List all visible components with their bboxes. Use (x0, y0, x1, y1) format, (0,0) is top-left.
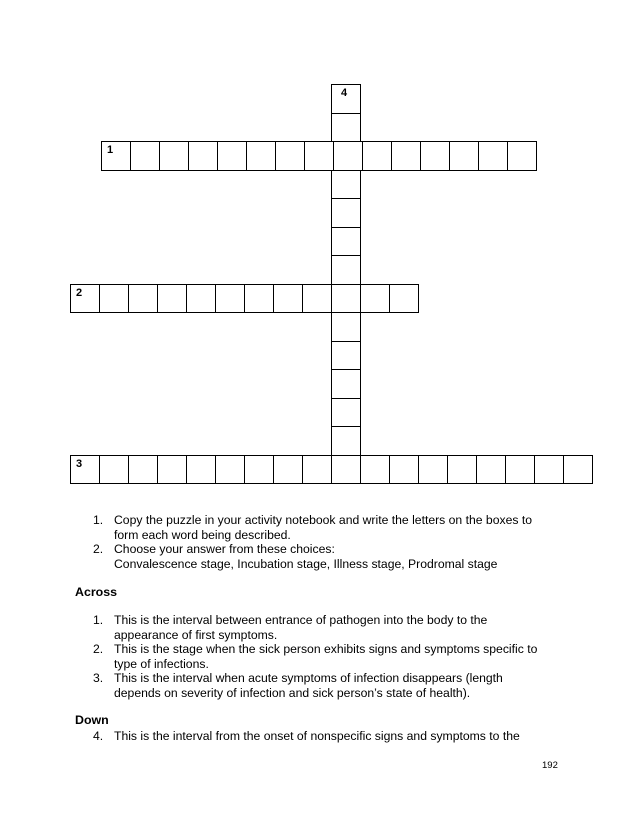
crossword-cell (130, 141, 160, 171)
clue-text: This is the interval between entrance of pathogen into the body to the (114, 613, 488, 627)
instruction-text: Convalescence stage, Incubation stage, Illness stage, Prodromal stage (114, 556, 498, 571)
crossword-cell (389, 455, 419, 485)
crossword-cell (333, 141, 363, 171)
crossword-cell (101, 141, 131, 171)
crossword-cell (331, 170, 361, 200)
crossword-cell (420, 141, 450, 171)
clue-number: 2 (76, 286, 83, 299)
crossword-cell (273, 284, 303, 314)
down-clue-4 (93, 729, 563, 744)
clue-number: 3 (76, 457, 83, 470)
crossword-cell (217, 141, 247, 171)
crossword-cell (360, 455, 390, 485)
crossword-cell (70, 284, 100, 314)
clue-number: 4. (93, 729, 104, 743)
clue-text: type of infections. (114, 656, 209, 671)
crossword-cell (99, 455, 129, 485)
crossword-cell (244, 284, 274, 314)
crossword-cell (331, 341, 361, 371)
crossword-cell (157, 284, 187, 314)
instruction-item-2 (93, 542, 563, 571)
crossword-cell (331, 255, 361, 285)
instruction-item-1 (93, 513, 563, 542)
crossword-cell (128, 284, 158, 314)
across-heading: Across (75, 585, 118, 599)
crossword-cell (99, 284, 129, 314)
crossword-cell (186, 455, 216, 485)
clue-number: 2. (93, 642, 104, 656)
instruction-text: form each word being described. (114, 527, 291, 542)
across-clue-1 (93, 613, 563, 642)
crossword-cell (331, 198, 361, 228)
instruction-number: 2. (93, 542, 104, 556)
crossword-cell (563, 455, 593, 485)
crossword-cell (215, 455, 245, 485)
crossword-cell (449, 141, 479, 171)
crossword-cell (331, 426, 361, 456)
page-number: 192 (542, 760, 558, 771)
clue-text: This is the interval when acute symptoms of infection disappears (length (114, 671, 503, 685)
crossword-cell (331, 284, 361, 314)
crossword-cell (157, 455, 187, 485)
clue-text: This is the interval from the onset of nonspecific signs and symptoms to the (114, 729, 520, 743)
crossword-cell (331, 312, 361, 342)
crossword-cell (507, 141, 537, 171)
crossword-cell (244, 455, 274, 485)
crossword-cell (389, 284, 419, 314)
crossword-cell (534, 455, 564, 485)
crossword-cell (273, 455, 303, 485)
clue-number: 1. (93, 613, 104, 627)
down-heading: Down (75, 713, 109, 727)
crossword-cell (505, 455, 535, 485)
crossword-cell (215, 284, 245, 314)
clue-number: 1 (107, 144, 114, 156)
clue-number: 3. (93, 671, 104, 685)
instruction-number: 1. (93, 513, 104, 527)
crossword-cell (70, 455, 100, 485)
clue-text: depends on severity of infection and sick person’s state of health). (114, 685, 471, 700)
across-clue-2 (93, 642, 563, 671)
crossword-cell (331, 455, 361, 485)
crossword-cell (188, 141, 218, 171)
crossword-cell (391, 141, 421, 171)
crossword-cell (418, 455, 448, 485)
crossword-cell (304, 141, 334, 171)
across-clue-3 (93, 671, 563, 700)
crossword-cell (331, 227, 361, 257)
clue-text: appearance of first symptoms. (114, 627, 278, 642)
crossword-cell (447, 455, 477, 485)
crossword-cell (186, 284, 216, 314)
crossword-cell (128, 455, 158, 485)
crossword-cell (331, 369, 361, 399)
crossword-cell (362, 141, 392, 171)
crossword-cell (159, 141, 189, 171)
crossword-cell (302, 455, 332, 485)
crossword-cell (360, 284, 390, 314)
crossword-cell (331, 113, 361, 143)
clue-number: 4 (341, 87, 348, 99)
crossword-cell (331, 398, 361, 428)
instruction-text: Copy the puzzle in your activity notebook and write the letters on the boxes to (114, 513, 532, 527)
crossword-cell (275, 141, 305, 171)
crossword-cell (246, 141, 276, 171)
instruction-text: Choose your answer from these choices: (114, 542, 335, 556)
crossword-cell (478, 141, 508, 171)
crossword-cell (302, 284, 332, 314)
crossword-cell (331, 84, 361, 114)
crossword-cell (476, 455, 506, 485)
clue-text: This is the stage when the sick person exhibits signs and symptoms specific to (114, 642, 538, 656)
